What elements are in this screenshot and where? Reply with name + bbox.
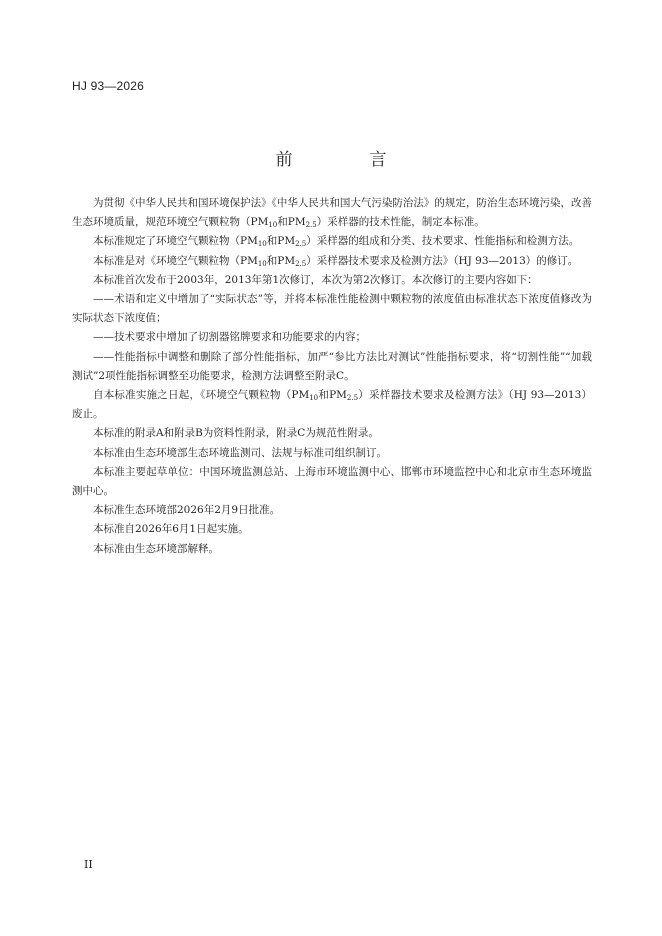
page-number: II bbox=[84, 858, 93, 871]
paragraph-change-requirements: ——技术要求中增加了切割器铭牌要求和功能要求的内容； bbox=[93, 331, 366, 344]
paragraph-purpose: 为贯彻《中华人民共和国环境保护法》《中华人民共和国大气污染防治法》的规定，防治生态环境污染，改善生态环境质量，规范环境空气颗粒物（$PM_{10}$和$PM_{2.5}$）采样器的技术性能，制定本标准。 bbox=[72, 197, 592, 230]
paragraph-interpretation: 本标准由生态环境部解释。 bbox=[93, 542, 219, 555]
paragraph-scope: 本标准规定了环境空气颗粒物（$PM_{10}$和$PM_{2.5}$）采样器的组成和分类、技术要求、性能指标和检测方法。 bbox=[93, 235, 580, 249]
page-title: 前 言 bbox=[275, 150, 417, 170]
paragraph-revision-of: 本标准是对《环境空气颗粒物（$PM_{10}$和$PM_{2.5}$）采样器技术要求及检测方法》（HJ 93—2013）的修订。 bbox=[93, 254, 579, 268]
paragraph-organizer: 本标准由生态环境部生态环境监测司、法规与标准司组织制订。 bbox=[93, 446, 387, 459]
paragraph-drafters: 本标准主要起草单位：中国环境监测总站、上海市环境监测中心、邯郸市环境监控中心和北京市生态环境监测中心。 bbox=[72, 465, 592, 498]
paragraph-history: 本标准首次发布于2003年，2013年第1次修订，本次为第2次修订。本次修订的主要内容如下： bbox=[93, 273, 538, 286]
paragraph-change-terms: ——术语和定义中增加了“实际状态”等，并将本标准性能检测中颗粒物的浓度值由标准状态下浓度值修改为实际状态下浓度值； bbox=[72, 293, 592, 325]
paragraph-approval: 本标准生态环境部2026年2月9日批准。 bbox=[93, 504, 281, 517]
paragraph-implementation: 本标准自2026年6月1日起实施。 bbox=[93, 523, 249, 536]
paragraph-change-performance: ——性能指标中调整和删除了部分性能指标，加严“参比方法比对测试”性能指标要求，将“切割性能”“加载测试”2项性能指标调整至功能要求，检测方法调整至附录C。 bbox=[72, 350, 592, 382]
preface-body bbox=[72, 194, 592, 559]
paragraph-annexes: 本标准的附录A和附录B为资料性附录，附录C为规范性附录。 bbox=[93, 427, 379, 440]
standard-code: HJ 93—2026 bbox=[72, 79, 145, 93]
paragraph-abolish: 自本标准实施之日起，《环境空气颗粒物（$PM_{10}$和$PM_{2.5}$）采样器技术要求及检测方法》（HJ 93—2013）废止。 bbox=[72, 389, 592, 421]
